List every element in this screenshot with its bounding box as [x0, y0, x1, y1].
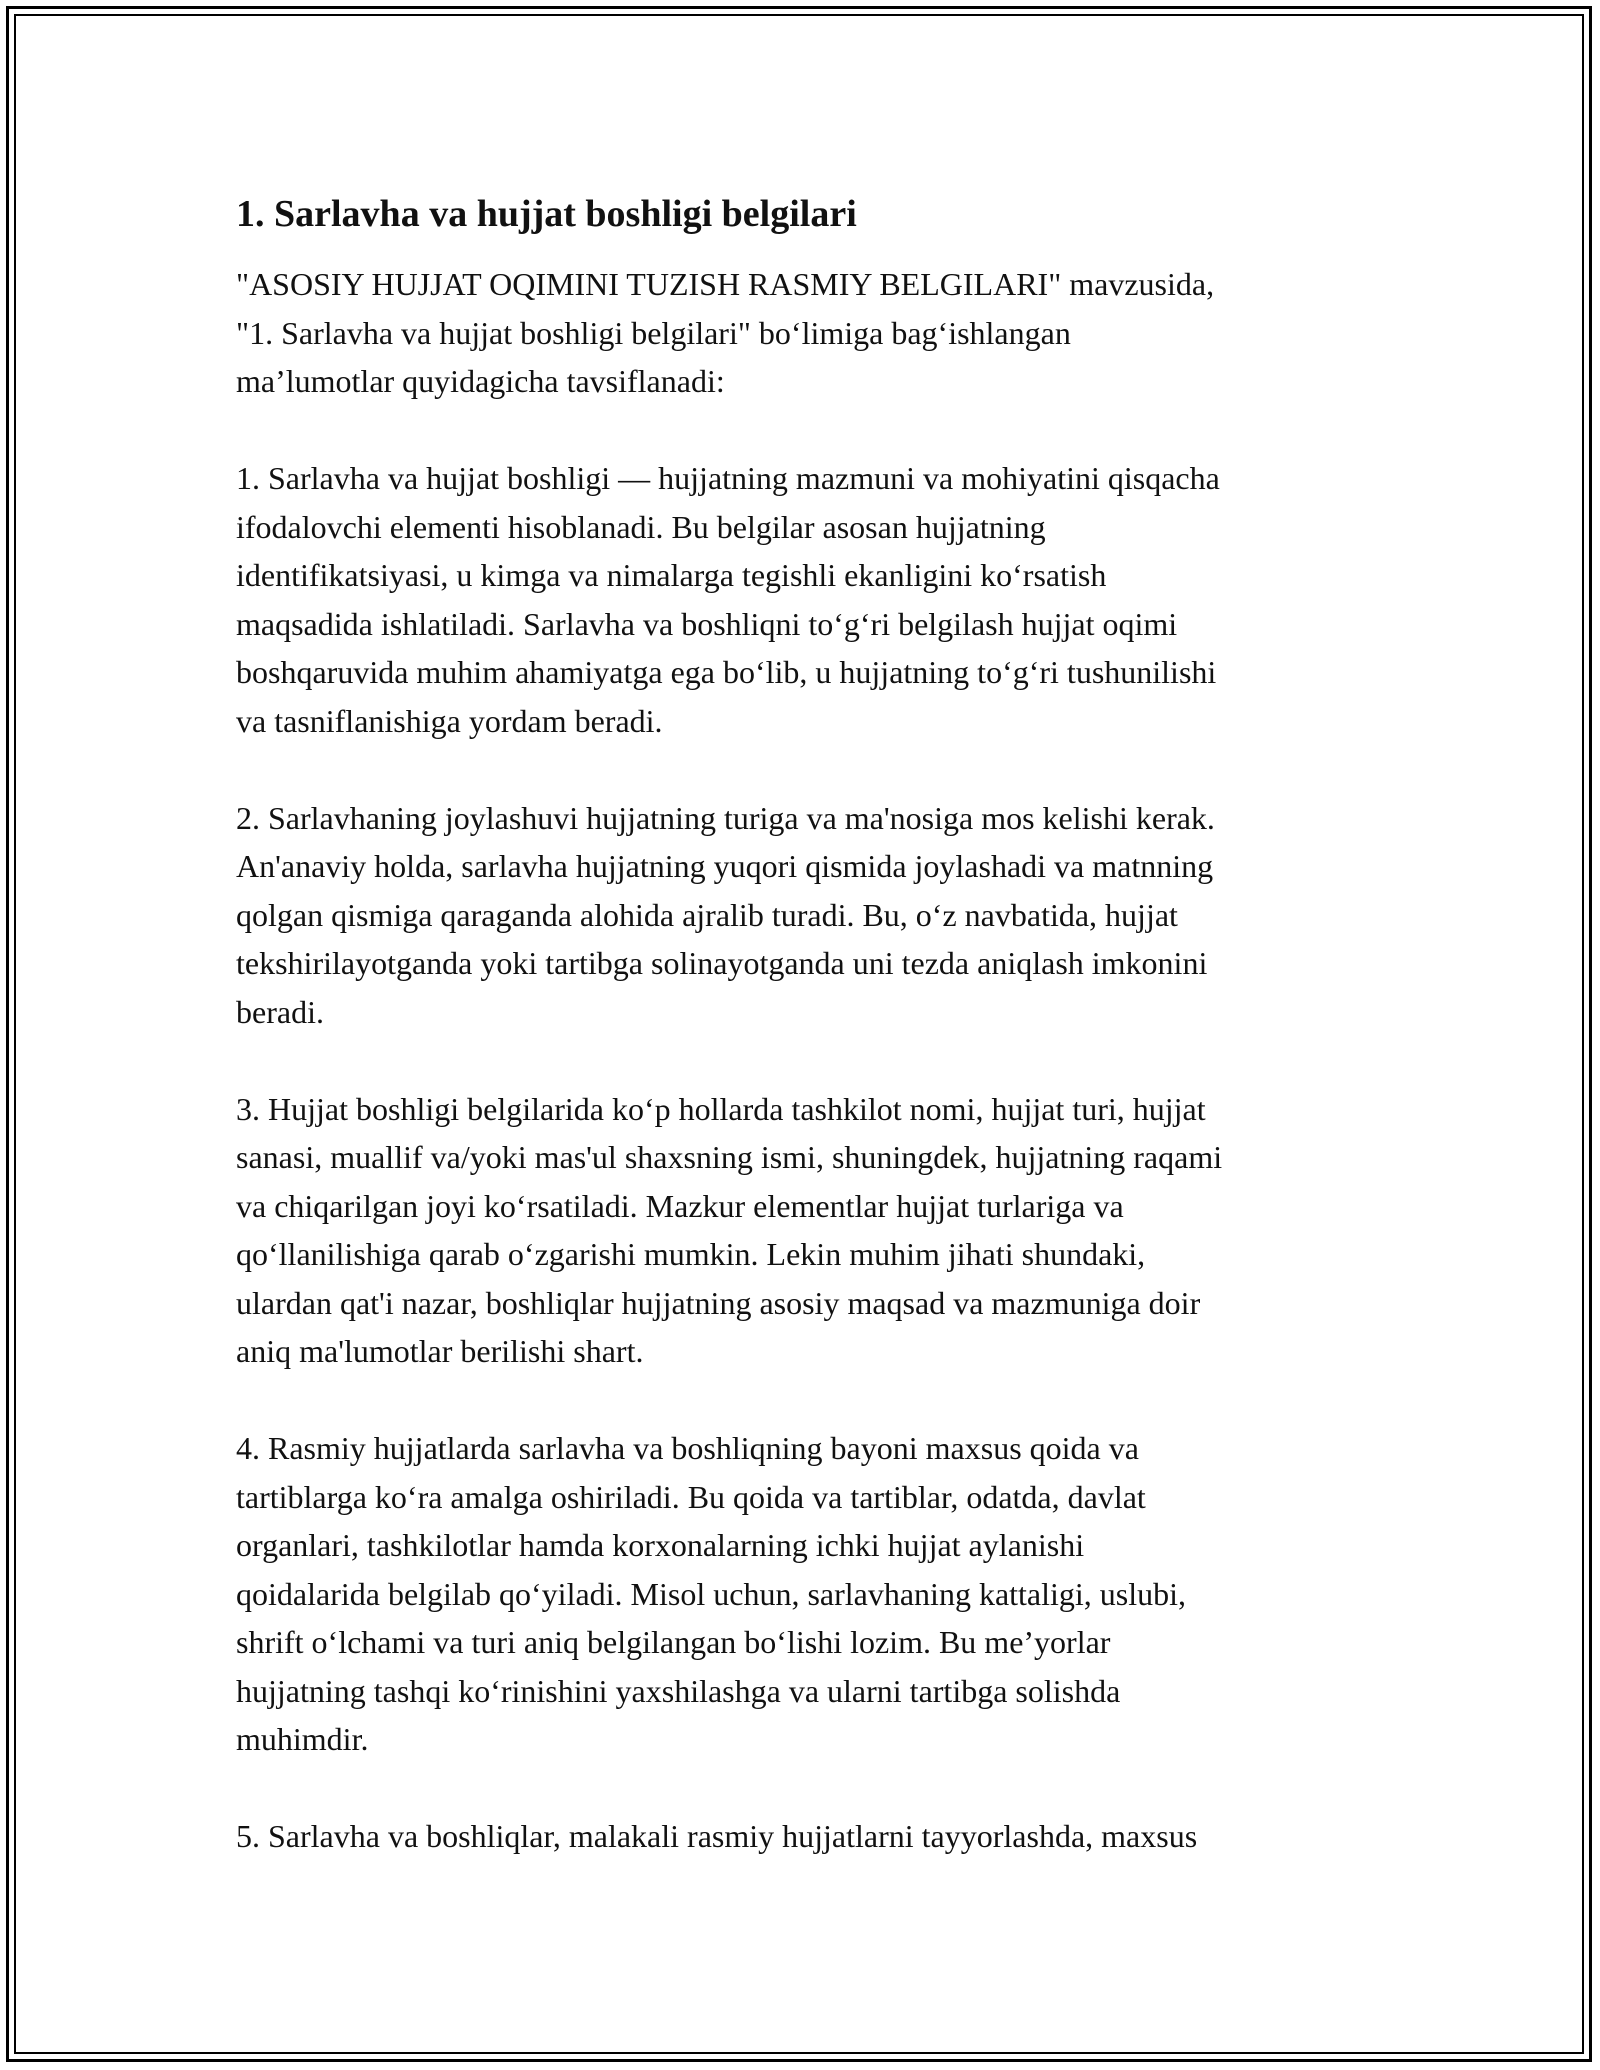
paragraph-line: qoidalarida belgilab qo‘yiladi. Misol uchun, sarlavhaning kattaligi, uslubi,	[236, 1575, 1187, 1612]
section-heading: 1. Sarlavha va hujjat boshligi belgilari	[236, 193, 857, 235]
paragraph	[236, 794, 1386, 1037]
paragraph-line: identifikatsiyasi, u kimga va nimalarga tegishli ekanligini ko‘rsatish	[236, 557, 1107, 593]
paragraph-list	[236, 260, 1386, 1861]
paragraph-line: ma’lumotlar quyidagicha tavsiflanadi:	[236, 363, 725, 399]
paragraph-line: maqsadida ishlatiladi. Sarlavha va boshliqni to‘g‘ri belgilash hujjat oqimi	[236, 605, 1178, 642]
paragraph-line: ulardan qat'i nazar, boshliqlar hujjatning asosiy maqsad va mazmuniga doir	[236, 1284, 1201, 1321]
paragraph-line: tartiblarga ko‘ra amalga oshiriladi. Bu qoida va tartiblar, odatda, davlat	[236, 1478, 1146, 1515]
paragraph-line: boshqaruvida muhim ahamiyatga ega bo‘lib, u hujjatning to‘g‘ri tushunilishi	[236, 654, 1217, 690]
paragraph	[236, 1085, 1386, 1376]
paragraph-line: muhimdir.	[236, 1721, 369, 1757]
paragraph-line: ifodalovchi elementi hisoblanadi. Bu belgilar asosan hujjatning	[236, 508, 1046, 545]
paragraph-line: va tasniflanishiga yordam beradi.	[236, 702, 663, 739]
paragraph-line: hujjatning tashqi ko‘rinishini yaxshilashga va ularni tartibga solishda	[236, 1672, 1121, 1709]
paragraph	[236, 1812, 1386, 1861]
paragraph-line: 5. Sarlavha va boshliqlar, malakali rasmiy hujjatlarni tayyorlashda, maxsus	[236, 1818, 1198, 1854]
paragraph-line: 4. Rasmiy hujjatlarda sarlavha va boshliqning bayoni maxsus qoida va	[236, 1430, 1139, 1466]
paragraph-line: An'anaviy holda, sarlavha hujjatning yuqori qismida joylashadi va matnning	[236, 848, 1214, 884]
paragraph-line: qo‘llanilishiga qarab o‘zgarishi mumkin. Lekin muhim jihati shundaki,	[236, 1236, 1146, 1272]
paragraph-line: "1. Sarlavha va hujjat boshligi belgilari" bo‘limiga bag‘ishlangan	[236, 314, 1071, 351]
paragraph-line: sanasi, muallif va/yoki mas'ul shaxsning ismi, shuningdek, hujjatning raqami	[236, 1139, 1223, 1175]
paragraph-line: beradi.	[236, 993, 324, 1030]
paragraph-line: tekshirilayotganda yoki tartibga solinayotganda uni tezda aniqlash imkonini	[236, 945, 1208, 981]
paragraph-line: "ASOSIY HUJJAT OQIMINI TUZISH RASMIY BELGILARI" mavzusida,	[236, 266, 1215, 302]
paragraph-line: 3. Hujjat boshligi belgilarida ko‘p hollarda tashkilot nomi, hujjat turi, hujjat	[236, 1090, 1206, 1127]
paragraph	[236, 1424, 1386, 1764]
document-body	[236, 188, 1386, 1909]
paragraph-line: qolgan qismiga qaraganda alohida ajralib turadi. Bu, o‘z navbatida, hujjat	[236, 896, 1178, 933]
paragraph-line: aniq ma'lumotlar berilishi shart.	[236, 1333, 644, 1369]
paragraph-line: va chiqarilgan joyi ko‘rsatiladi. Mazkur elementlar hujjat turlariga va	[236, 1187, 1124, 1224]
paragraph	[236, 260, 1386, 406]
paragraph-line: 1. Sarlavha va hujjat boshligi — hujjatning mazmuni va mohiyatini qisqacha	[236, 460, 1220, 496]
paragraph-line: 2. Sarlavhaning joylashuvi hujjatning turiga va ma'nosiga mos kelishi kerak.	[236, 799, 1215, 836]
paragraph-line: shrift o‘lchami va turi aniq belgilangan bo‘lishi lozim. Bu me’yorlar	[236, 1624, 1111, 1660]
paragraph	[236, 454, 1386, 745]
paragraph-line: organlari, tashkilotlar hamda korxonalarning ichki hujjat aylanishi	[236, 1527, 1085, 1563]
